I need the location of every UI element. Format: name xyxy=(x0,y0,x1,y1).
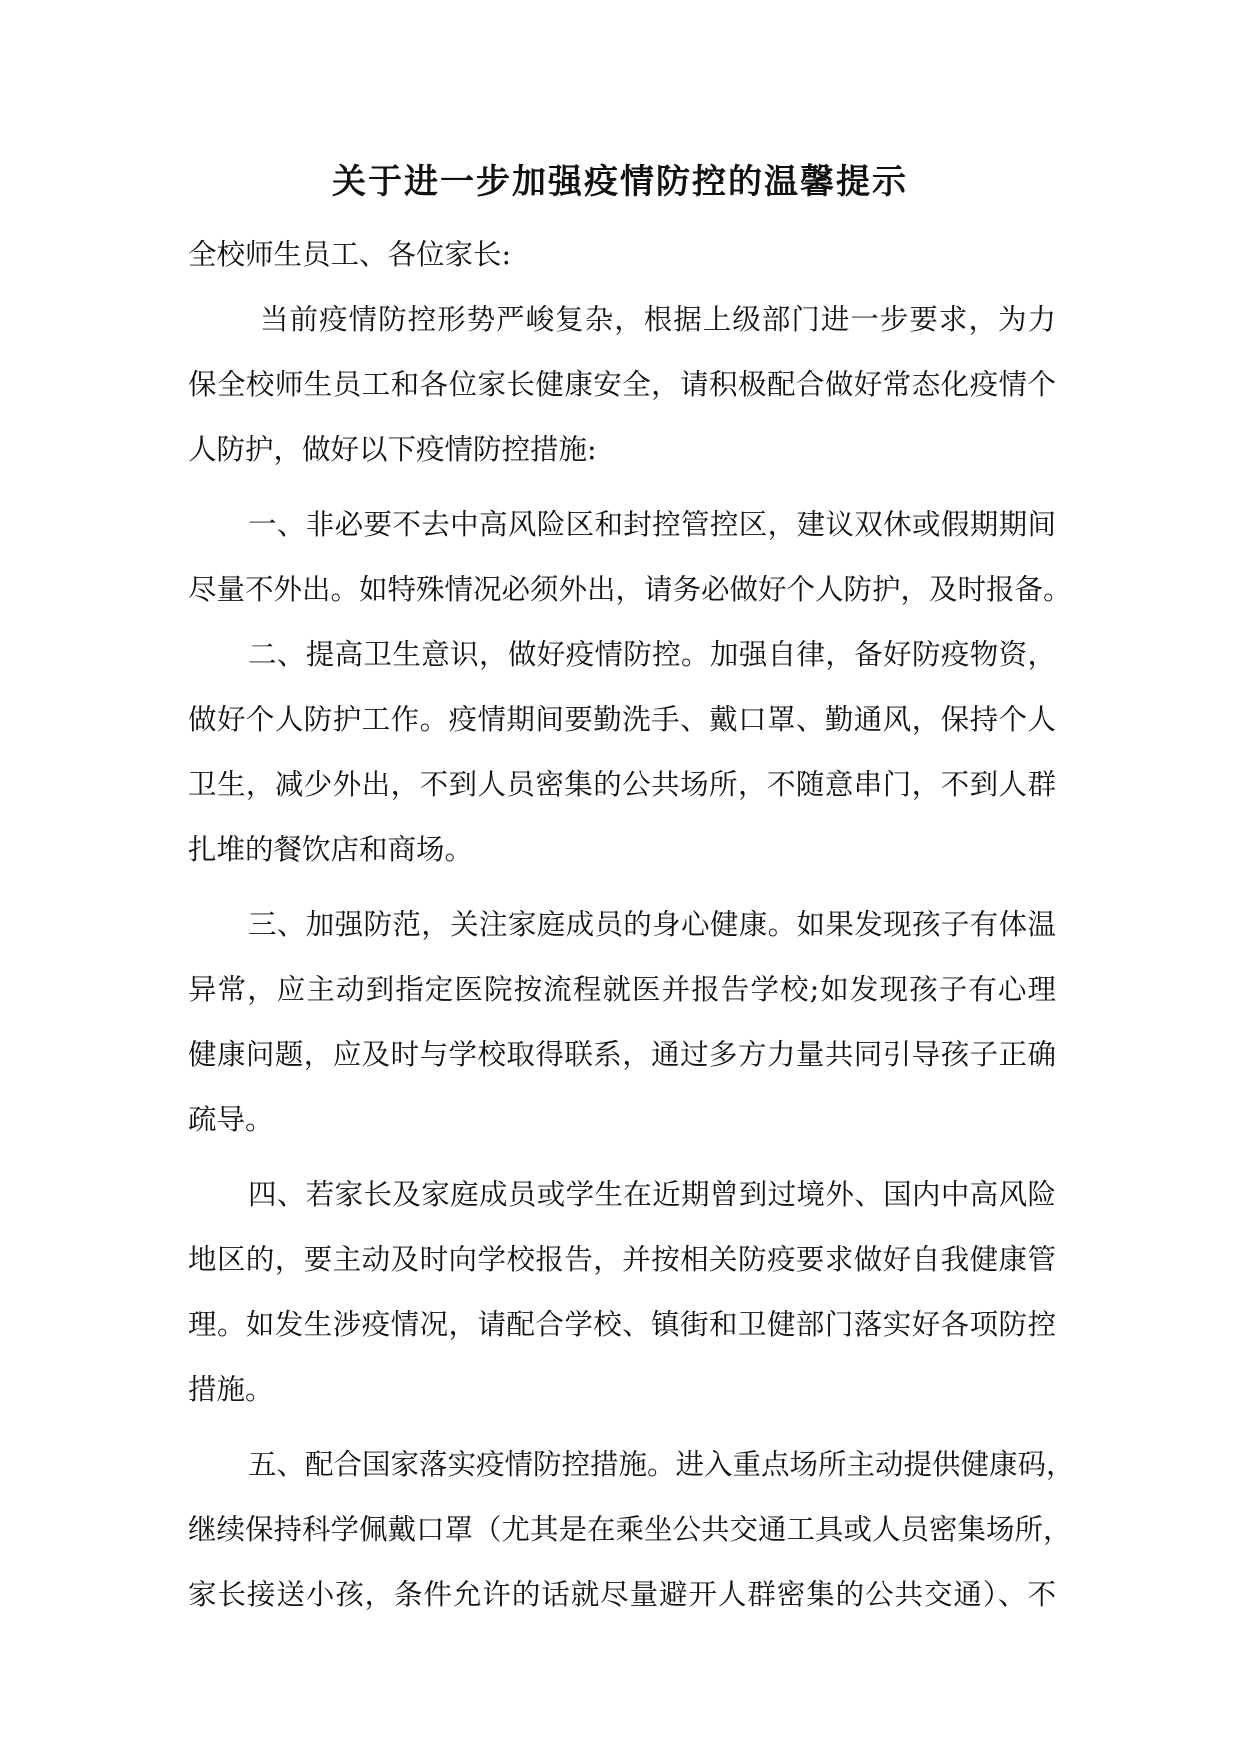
paragraph-line: 家长接送小孩，条件允许的话就尽量避开人群密集的公共交通）、不 xyxy=(188,1578,1056,1611)
paragraph-line: 当前疫情防控形势严峻复杂，根据上级部门进一步要求，为力 xyxy=(260,303,1056,336)
item-paragraph-1 xyxy=(188,492,1072,622)
paragraph-line: 异常，应主动到指定医院按流程就医并报告学校;如发现孩子有心理 xyxy=(188,973,1056,1006)
paragraph-line: 理。如发生涉疫情况，请配合学校、镇街和卫健部门落实好各项防控 xyxy=(188,1308,1056,1341)
item-paragraph-5 xyxy=(188,1432,1075,1627)
item-paragraph-2 xyxy=(188,622,1056,882)
document-body xyxy=(188,222,1075,1627)
paragraph-line: 继续保持科学佩戴口罩（尤其是在乘坐公共交通工具或人员密集场所， xyxy=(188,1513,1072,1546)
item-paragraph-4 xyxy=(188,1162,1056,1422)
paragraph-line: 三、加强防范，关注家庭成员的身心健康。如果发现孩子有体温 xyxy=(248,908,1056,941)
greeting-line: 全校师生员工、各位家长: xyxy=(188,238,512,271)
paragraph-line: 五、配合国家落实疫情防控措施。进入重点场所主动提供健康码， xyxy=(248,1448,1075,1481)
paragraph-line: 地区的，要主动及时向学校报告，并按相关防疫要求做好自我健康管 xyxy=(188,1243,1056,1276)
paragraph-line: 四、若家长及家庭成员或学生在近期曾到过境外、国内中高风险 xyxy=(248,1178,1056,1211)
document-title: 关于进一步加强疫情防控的温馨提示 xyxy=(332,162,908,202)
paragraph-line: 卫生，减少外出，不到人员密集的公共场所，不随意串门，不到人群 xyxy=(188,768,1056,801)
paragraph-line: 尽量不外出。如特殊情况必须外出，请务必做好个人防护，及时报备。 xyxy=(188,573,1072,606)
paragraph-line: 人防护，做好以下疫情防控措施: xyxy=(188,433,597,466)
intro-paragraph xyxy=(188,287,1056,482)
paragraph-line: 健康问题，应及时与学校取得联系，通过多方力量共同引导孩子正确 xyxy=(188,1038,1056,1071)
item-paragraph-3 xyxy=(188,892,1056,1152)
paragraph-line: 二、提高卫生意识，做好疫情防控。加强自律，备好防疫物资， xyxy=(248,638,1056,671)
paragraph-line: 一、非必要不去中高风险区和封控管控区，建议双休或假期期间 xyxy=(248,508,1056,541)
paragraph-line: 疏导。 xyxy=(188,1103,274,1136)
paragraph-line: 保全校师生员工和各位家长健康安全，请积极配合做好常态化疫情个 xyxy=(188,368,1056,401)
paragraph-line: 措施。 xyxy=(188,1373,274,1406)
paragraph-line: 扎堆的餐饮店和商场。 xyxy=(188,833,474,866)
paragraph-line: 做好个人防护工作。疫情期间要勤洗手、戴口罩、勤通风，保持个人 xyxy=(188,703,1056,736)
